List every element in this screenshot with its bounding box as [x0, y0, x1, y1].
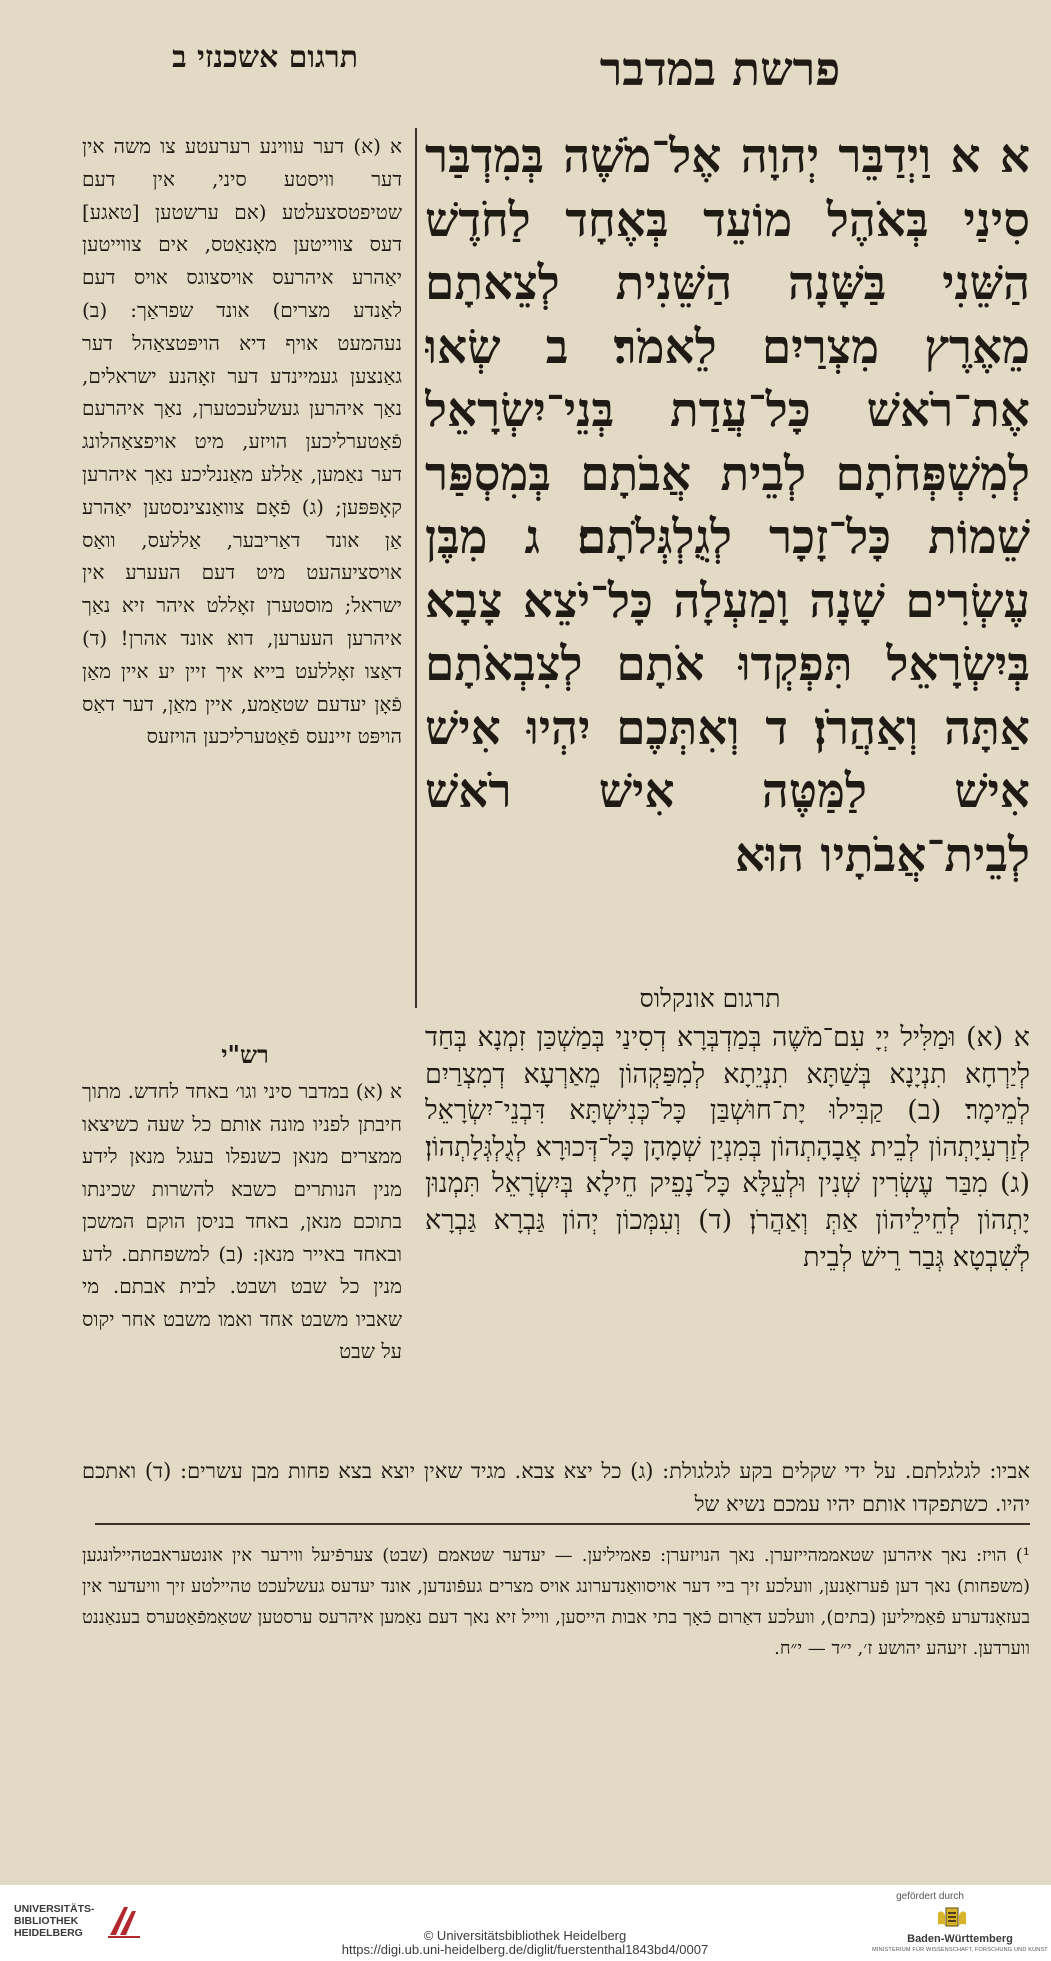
copyright-notice: © Universitätsbibliothek Heidelberg: [423, 1928, 627, 1943]
torah-verse-text: א א וַיְדַבֵּר יְהוָה אֶל־מֹשֶׁה בְּמִדְבַּר סִינַי בְּאֹהֶל מוֹעֵד בְּאֶחָד לַחֹדֶשׁ הַשֵּׁנִי בַּשָּׁנָה הַשֵּׁנִית לְצֵאתָם מֵאֶרֶץ מִצְרַיִם לֵאמֹר׃ ב שְׂאוּ אֶת־רֹאשׁ כָּל־עֲדַת בְּנֵי־יִשְׂרָאֵל לְמִשְׁפְּחֹתָם לְבֵית אֲבֹתָם בְּמִסְפַּר שֵׁמוֹת כָּל־זָכָר לְגֻלְגְּלֹתָם׃ ג מִבֶּן עֶשְׂרִים שָׁנָה וָמַעְלָה כָּל־יֹצֵא צָבָא בְּיִשְׂרָאֵל תִּפְקְדוּ אֹתָם לְצִבְאֹתָם אַתָּה וְאַהֲרֹן׃ ד וְאִתְּכֶם יִהְיוּ אִישׁ אִישׁ לַמַּטֶּה אִישׁ רֹאשׁ לְבֵית־אֲבֹתָיו הוּא: [425, 129, 1030, 883]
funder-name: Baden-Württemberg: [907, 1933, 1013, 1945]
library-name-line: HEIDELBERG: [14, 1927, 83, 1939]
coat-of-arms-icon: [935, 1905, 969, 1931]
column-divider: [415, 128, 417, 1008]
funder-subtitle: MINISTERIUM FÜR WISSENSCHAFT, FORSCHUNG UND KUNST: [872, 1947, 1048, 1953]
footnote-text: ¹) הויז: נאך איהרען שטאממהייזערן. נאך הנויזערן: פאמיליען. — יעדער שטאמם (שבט) צערפֿיעל ווירער אין אונטעראבטהיילונגען (משפחות) נאך דען פֿערזאָנען, וועלכע זיך ביי דער אויסוואַנדערונג אויס מצרים געפֿונדען, אונד יעדעס געשלעכט טהיילטע זיך וויעדער אין בעזאָנדערע פֿאַמיליען (בתים), וועלכע דאַרום כֿאָך בתי אבות הייסען, ווייל זיא נאך דעם נאַמען איהרעס ערסטען שטאַמפֿאַטערס בענאַננט ווערדען. זיעהע יהושע ז׳, י״ד — י״ח.: [82, 1545, 1030, 1659]
onkelos-title: תרגום אונקלוס: [639, 984, 781, 1013]
rashi-title: רש"י: [221, 1040, 269, 1069]
onkelos-text: א (א) וּמַלִּיל יְיָ עִם־מֹשֶׁה בְּמַדְבְּרָא דְסִינַי בְּמַשְׁכַּן זִמְנָא בְּחַד לְיַרְחָא תִנְיָנָא בְּשַׁתָּא תִנְיֵתָא לְמִפַּקְהוֹן מֵאַרְעָא דְמִצְרַיִם לְמֵימָר׃ (ב) קַבִּילוּ יָת־חוּשְׁבַּן כָּל־כְּנִישְׁתָּא דִּבְנֵי־יִשְׂרָאֵל לְזַרְעִיָתְהוֹן לְבֵית אֲבָהָתְהוֹן בְּמִנְיַן שְׁמָהָן כָּל־דְּכוּרָא לְגֻלְגְּלָתְהוֹן׃ (ג) מִבַּר עֶשְׂרִין שְׁנִין וּלְעֵלָּא כָּל־נָפֵיק חֵילָא בְּיִשְׂרָאֵל תִּמְנוּן יָתְהוֹן לְחֵילֵיהוֹן אַתְּ וְאַהֲרֹן׃ (ד) וְעִמְּכוֹן יְהוֹן גַּבְרָא גַּבְרָא לְשִׁבְטָא גְּבַר רֵישׁ לְבֵית: [425, 1022, 1030, 1273]
library-banner: [0, 1885, 1051, 1961]
running-head-right: פרשת במדבר: [599, 42, 841, 96]
funded-by-label: gefördert durch: [896, 1891, 964, 1902]
library-name-line: BIBLIOTHEK: [14, 1915, 79, 1927]
rashi-column-text: א (א) במדבר סיני וגו׳ באחד לחדש. מתוך חיבתן לפניו מונה אותם כל שעה כשיצאו ממצרים מנאן כשנפלו בעגל מנאן לידע מנין הנותרים כשבא להשרות שכינתו בתוכם מנאן, באחד בניסן הוקם המשכן ובאחד באייר מנאן: (ב) למשפחתם. לדע מנין כל שבט ושבט. לבית אבתם. מי שאביו משבט אחד ואמו משבט אחר יקוס על שבט: [82, 1079, 402, 1363]
rashi-full-width-text: אביו: לגלגלתם. על ידי שקלים בקע לגלגולת: (ג) כל יצא צבא. מגיד שאין יוצא בצא פחות מבן עשרים: (ד) ואתכם יהיו. כשתפקדו אותם יהיו עמכם נשיא של: [82, 1459, 1030, 1516]
footnote-divider: [95, 1523, 1030, 1525]
running-head-left: תרגום אשכנזי ב: [172, 40, 358, 75]
permalink-url[interactable]: https://digi.ub.uni-heidelberg.de/diglit/fuerstenthal1843bd4/0007: [341, 1942, 709, 1957]
library-logo-icon[interactable]: [104, 1901, 144, 1941]
library-name-line: UNIVERSITÄTS-: [14, 1903, 95, 1915]
yiddish-translation-column: א (א) דער עווינע רערעטע צו משה אין דער וויסטע סיני, אין דעם שטיפטסצעלטע (אם ערשטען [טאגע] דעס צווייטען מאָנאַטס, אים צווייטען יאַהרע איהרעס אויסצוגס אויס דעם לאַנדע מצרים) אונד שפראַך: (ב) נעהמעט אויף דיא הויפּטצאַהל דער גאַנצען געמיינדע דער זאָהנע ישראלים, נאַך איהרען געשלעכטערן, נאַך איהרעם פֿאַטערליכען הויזע, מיט אויפצאַהלונג דער נאַמען, אַללע מאַננליכע נאַך איהרען קאָפּפּען; (ג) פֿאָם צוואַנצינסטען יאַהרע אַן אונד דאַריבער, אַללעס, וואַס אויסציעהעט מיט דעם העערע אין ישראל; מוסטערן זאָללט איהר זיא נאַך איהרען העערען, דוא אונד אהרן! (ד) דאַצו זאָללעט בייא איך זיין יע איין מאַן פֿאָן יעדעם שטאַמע, איין מאַן, דער דאַס הויפּט זיינעס פֿאַטערליכען הויזעס: [82, 134, 402, 749]
